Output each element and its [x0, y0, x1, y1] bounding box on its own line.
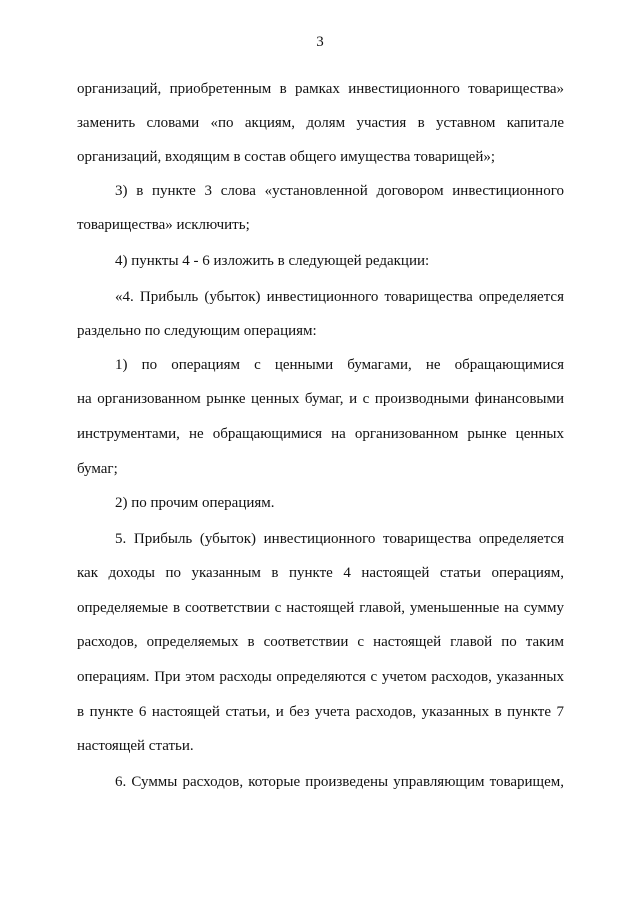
text-line: 5. Прибыль (убыток) инвестиционного товарищества определяется — [115, 531, 564, 547]
text-line: на организованном рынке ценных бумаг, и с производными финансовыми — [77, 391, 564, 407]
text-line: определяемые в соответствии с настоящей главой, уменьшенные на сумму — [77, 600, 564, 616]
text-line: организаций, входящим в состав общего имущества товарищей»; — [77, 149, 496, 165]
text-line: «4. Прибыль (убыток) инвестиционного товарищества определяется — [115, 289, 564, 305]
text-line: 4) пункты 4 - 6 изложить в следующей редакции: — [115, 253, 430, 269]
page-number: 3 — [316, 34, 324, 50]
text-line: расходов, определяемых в соответствии с настоящей главой по таким — [77, 634, 564, 650]
text-line: 2) по прочим операциям. — [115, 495, 275, 511]
text-line: заменить словами «по акциям, долям участия в уставном капитале — [77, 115, 564, 131]
text-line: как доходы по указанным в пункте 4 настоящей статьи операциям, — [77, 565, 564, 581]
text-line: настоящей статьи. — [77, 738, 194, 754]
text-line: 3) в пункте 3 слова «установленной договором инвестиционного — [115, 183, 564, 199]
text-line: инструментами, не обращающимися на организованном рынке ценных — [77, 426, 564, 442]
text-line: организаций, приобретенным в рамках инвестиционного товарищества» — [77, 81, 564, 97]
text-line: 1) по операциям с ценными бумагами, не обращающимися — [115, 357, 564, 373]
text-line: товарищества» исключить; — [77, 217, 250, 233]
text-line: операциям. При этом расходы определяются с учетом расходов, указанных — [77, 669, 564, 685]
text-line: 6. Суммы расходов, которые произведены управляющим товарищем, — [115, 774, 564, 790]
text-line: раздельно по следующим операциям: — [77, 323, 317, 339]
text-line: бумаг; — [77, 461, 118, 477]
text-line: в пункте 6 настоящей статьи, и без учета расходов, указанных в пункте 7 — [77, 704, 564, 720]
